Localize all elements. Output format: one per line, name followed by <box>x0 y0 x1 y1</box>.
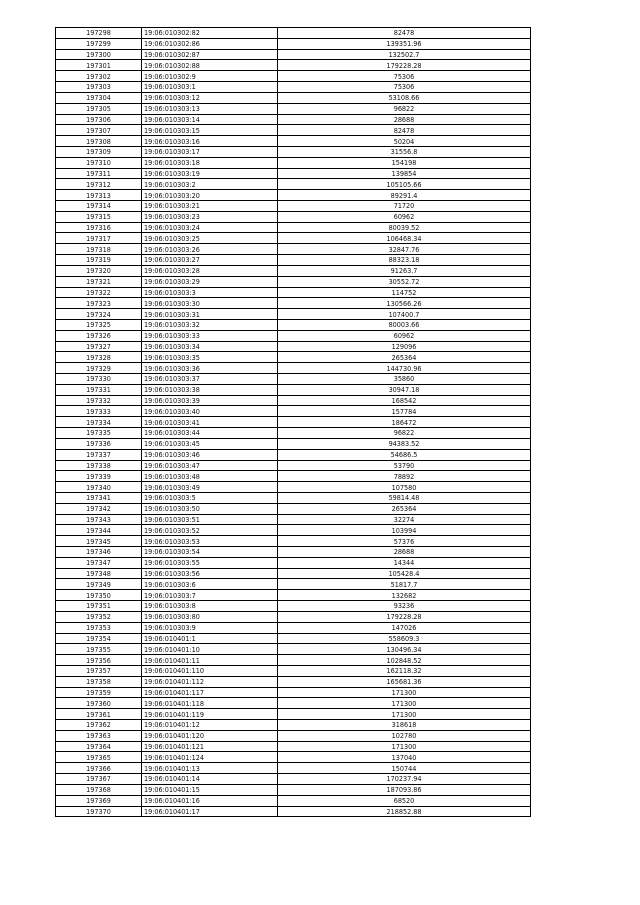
cadastral-number-cell: 19:06:010303:49 <box>142 482 278 493</box>
value-cell: 107400.7 <box>278 309 531 320</box>
value-cell: 51817.7 <box>278 579 531 590</box>
row-number-cell: 197347 <box>56 557 142 568</box>
cadastral-number-cell: 19:06:010303:80 <box>142 611 278 622</box>
table-row <box>56 428 531 439</box>
cadastral-number-cell: 19:06:010303:53 <box>142 536 278 547</box>
table-row <box>56 103 531 114</box>
row-number-cell: 197366 <box>56 763 142 774</box>
table-row <box>56 168 531 179</box>
value-cell: 28688 <box>278 114 531 125</box>
row-number-cell: 197322 <box>56 287 142 298</box>
value-cell: 147026 <box>278 622 531 633</box>
table-row <box>56 460 531 471</box>
cadastral-number-cell: 19:06:010303:28 <box>142 265 278 276</box>
table-row <box>56 525 531 536</box>
table-row <box>56 341 531 352</box>
cadastral-number-cell: 19:06:010303:37 <box>142 374 278 385</box>
table-row <box>56 676 531 687</box>
table-row <box>56 536 531 547</box>
table-row <box>56 265 531 276</box>
value-cell: 137040 <box>278 752 531 763</box>
value-cell: 171300 <box>278 698 531 709</box>
table-row <box>56 806 531 817</box>
table-row <box>56 482 531 493</box>
value-cell: 60962 <box>278 211 531 222</box>
value-cell: 80039.52 <box>278 222 531 233</box>
value-cell: 89291.4 <box>278 190 531 201</box>
row-number-cell: 197318 <box>56 244 142 255</box>
table-row <box>56 449 531 460</box>
cadastral-value-table <box>55 27 531 817</box>
row-number-cell: 197357 <box>56 665 142 676</box>
value-cell: 105428.4 <box>278 568 531 579</box>
value-cell: 14344 <box>278 557 531 568</box>
value-cell: 102848.52 <box>278 655 531 666</box>
table-row <box>56 363 531 374</box>
table-row <box>56 438 531 449</box>
cadastral-number-cell: 19:06:010303:51 <box>142 514 278 525</box>
row-number-cell: 197356 <box>56 655 142 666</box>
value-cell: 53108.66 <box>278 92 531 103</box>
row-number-cell: 197353 <box>56 622 142 633</box>
table-row <box>56 547 531 558</box>
table-row <box>56 568 531 579</box>
cadastral-number-cell: 19:06:010303:33 <box>142 330 278 341</box>
table-row <box>56 665 531 676</box>
table-row <box>56 622 531 633</box>
value-cell: 106468.34 <box>278 233 531 244</box>
table-row <box>56 557 531 568</box>
value-cell: 32847.76 <box>278 244 531 255</box>
row-number-cell: 197324 <box>56 309 142 320</box>
cadastral-number-cell: 19:06:010303:14 <box>142 114 278 125</box>
cadastral-number-cell: 19:06:010303:29 <box>142 276 278 287</box>
cadastral-number-cell: 19:06:010302:82 <box>142 28 278 39</box>
row-number-cell: 197348 <box>56 568 142 579</box>
table-row <box>56 741 531 752</box>
value-cell: 75306 <box>278 71 531 82</box>
row-number-cell: 197337 <box>56 449 142 460</box>
cadastral-number-cell: 19:06:010303:8 <box>142 601 278 612</box>
value-cell: 130566.26 <box>278 298 531 309</box>
table-row <box>56 417 531 428</box>
value-cell: 165681.36 <box>278 676 531 687</box>
row-number-cell: 197336 <box>56 438 142 449</box>
row-number-cell: 197315 <box>56 211 142 222</box>
cadastral-number-cell: 19:06:010303:54 <box>142 547 278 558</box>
row-number-cell: 197355 <box>56 644 142 655</box>
cadastral-number-cell: 19:06:010303:21 <box>142 201 278 212</box>
cadastral-number-cell: 19:06:010303:3 <box>142 287 278 298</box>
cadastral-number-cell: 19:06:010401:1 <box>142 633 278 644</box>
value-cell: 80003.66 <box>278 319 531 330</box>
table-row <box>56 298 531 309</box>
table-row <box>56 730 531 741</box>
cadastral-number-cell: 19:06:010303:1 <box>142 82 278 93</box>
value-cell: 150744 <box>278 763 531 774</box>
cadastral-number-cell: 19:06:010303:18 <box>142 157 278 168</box>
row-number-cell: 197323 <box>56 298 142 309</box>
row-number-cell: 197346 <box>56 547 142 558</box>
cadastral-number-cell: 19:06:010401:124 <box>142 752 278 763</box>
value-cell: 187093.86 <box>278 784 531 795</box>
value-cell: 265364 <box>278 352 531 363</box>
row-number-cell: 197306 <box>56 114 142 125</box>
table-row <box>56 384 531 395</box>
value-cell: 50204 <box>278 136 531 147</box>
cadastral-number-cell: 19:06:010303:13 <box>142 103 278 114</box>
row-number-cell: 197369 <box>56 795 142 806</box>
row-number-cell: 197308 <box>56 136 142 147</box>
table-row <box>56 201 531 212</box>
table-row <box>56 471 531 482</box>
row-number-cell: 197325 <box>56 319 142 330</box>
value-cell: 171300 <box>278 687 531 698</box>
table-row <box>56 319 531 330</box>
cadastral-number-cell: 19:06:010303:31 <box>142 309 278 320</box>
row-number-cell: 197319 <box>56 255 142 266</box>
cadastral-number-cell: 19:06:010401:118 <box>142 698 278 709</box>
value-cell: 60962 <box>278 330 531 341</box>
row-number-cell: 197316 <box>56 222 142 233</box>
value-cell: 179228.28 <box>278 611 531 622</box>
table-row <box>56 222 531 233</box>
table-body <box>56 28 531 817</box>
table-row <box>56 114 531 125</box>
cadastral-number-cell: 19:06:010401:14 <box>142 774 278 785</box>
value-cell: 30552.72 <box>278 276 531 287</box>
row-number-cell: 197335 <box>56 428 142 439</box>
table-row <box>56 244 531 255</box>
cadastral-number-cell: 19:06:010401:110 <box>142 665 278 676</box>
cadastral-number-cell: 19:06:010303:23 <box>142 211 278 222</box>
row-number-cell: 197359 <box>56 687 142 698</box>
cadastral-number-cell: 19:06:010303:35 <box>142 352 278 363</box>
value-cell: 102780 <box>278 730 531 741</box>
cadastral-number-cell: 19:06:010303:27 <box>142 255 278 266</box>
cadastral-number-cell: 19:06:010401:15 <box>142 784 278 795</box>
row-number-cell: 197300 <box>56 49 142 60</box>
table-row <box>56 352 531 363</box>
cadastral-number-cell: 19:06:010303:34 <box>142 341 278 352</box>
row-number-cell: 197328 <box>56 352 142 363</box>
value-cell: 129096 <box>278 341 531 352</box>
table-row <box>56 774 531 785</box>
row-number-cell: 197326 <box>56 330 142 341</box>
cadastral-number-cell: 19:06:010303:45 <box>142 438 278 449</box>
row-number-cell: 197362 <box>56 720 142 731</box>
table-row <box>56 752 531 763</box>
row-number-cell: 197303 <box>56 82 142 93</box>
cadastral-number-cell: 19:06:010303:44 <box>142 428 278 439</box>
value-cell: 53790 <box>278 460 531 471</box>
value-cell: 265364 <box>278 503 531 514</box>
value-cell: 31556.8 <box>278 146 531 157</box>
table-row <box>56 157 531 168</box>
row-number-cell: 197309 <box>56 146 142 157</box>
table-row <box>56 60 531 71</box>
cadastral-number-cell: 19:06:010303:2 <box>142 179 278 190</box>
cadastral-number-cell: 19:06:010401:17 <box>142 806 278 817</box>
value-cell: 130496.34 <box>278 644 531 655</box>
value-cell: 139351.96 <box>278 38 531 49</box>
row-number-cell: 197354 <box>56 633 142 644</box>
row-number-cell: 197349 <box>56 579 142 590</box>
cadastral-number-cell: 19:06:010302:86 <box>142 38 278 49</box>
table-row <box>56 38 531 49</box>
cadastral-number-cell: 19:06:010303:40 <box>142 406 278 417</box>
cadastral-number-cell: 19:06:010303:26 <box>142 244 278 255</box>
row-number-cell: 197352 <box>56 611 142 622</box>
value-cell: 30947.18 <box>278 384 531 395</box>
table-row <box>56 633 531 644</box>
cadastral-number-cell: 19:06:010401:16 <box>142 795 278 806</box>
value-cell: 94383.52 <box>278 438 531 449</box>
table-row <box>56 698 531 709</box>
cadastral-number-cell: 19:06:010303:41 <box>142 417 278 428</box>
row-number-cell: 197361 <box>56 709 142 720</box>
value-cell: 144730.96 <box>278 363 531 374</box>
cadastral-number-cell: 19:06:010303:12 <box>142 92 278 103</box>
row-number-cell: 197364 <box>56 741 142 752</box>
row-number-cell: 197329 <box>56 363 142 374</box>
table-row <box>56 136 531 147</box>
row-number-cell: 197312 <box>56 179 142 190</box>
table-row <box>56 492 531 503</box>
row-number-cell: 197313 <box>56 190 142 201</box>
row-number-cell: 197327 <box>56 341 142 352</box>
cadastral-number-cell: 19:06:010401:13 <box>142 763 278 774</box>
cadastral-number-cell: 19:06:010303:50 <box>142 503 278 514</box>
value-cell: 179228.28 <box>278 60 531 71</box>
row-number-cell: 197345 <box>56 536 142 547</box>
row-number-cell: 197301 <box>56 60 142 71</box>
table-row <box>56 720 531 731</box>
value-cell: 78892 <box>278 471 531 482</box>
table-row <box>56 146 531 157</box>
row-number-cell: 197350 <box>56 590 142 601</box>
row-number-cell: 197341 <box>56 492 142 503</box>
cadastral-number-cell: 19:06:010303:5 <box>142 492 278 503</box>
value-cell: 32274 <box>278 514 531 525</box>
cadastral-number-cell: 19:06:010401:117 <box>142 687 278 698</box>
row-number-cell: 197351 <box>56 601 142 612</box>
row-number-cell: 197338 <box>56 460 142 471</box>
cadastral-number-cell: 19:06:010401:112 <box>142 676 278 687</box>
value-cell: 68520 <box>278 795 531 806</box>
value-cell: 170237.94 <box>278 774 531 785</box>
value-cell: 82478 <box>278 125 531 136</box>
table-row <box>56 763 531 774</box>
row-number-cell: 197314 <box>56 201 142 212</box>
cadastral-number-cell: 19:06:010303:17 <box>142 146 278 157</box>
table-row <box>56 709 531 720</box>
value-cell: 57376 <box>278 536 531 547</box>
cadastral-number-cell: 19:06:010303:39 <box>142 395 278 406</box>
table-row <box>56 601 531 612</box>
value-cell: 558609.3 <box>278 633 531 644</box>
table-row <box>56 28 531 39</box>
table-row <box>56 330 531 341</box>
row-number-cell: 197307 <box>56 125 142 136</box>
table-row <box>56 233 531 244</box>
row-number-cell: 197302 <box>56 71 142 82</box>
table-row <box>56 179 531 190</box>
cadastral-number-cell: 19:06:010303:6 <box>142 579 278 590</box>
row-number-cell: 197317 <box>56 233 142 244</box>
cadastral-number-cell: 19:06:010303:30 <box>142 298 278 309</box>
row-number-cell: 197368 <box>56 784 142 795</box>
row-number-cell: 197304 <box>56 92 142 103</box>
cadastral-number-cell: 19:06:010303:38 <box>142 384 278 395</box>
row-number-cell: 197343 <box>56 514 142 525</box>
cadastral-number-cell: 19:06:010401:10 <box>142 644 278 655</box>
value-cell: 132682 <box>278 590 531 601</box>
value-cell: 93236 <box>278 601 531 612</box>
cadastral-number-cell: 19:06:010303:7 <box>142 590 278 601</box>
value-cell: 105105.66 <box>278 179 531 190</box>
table-row <box>56 309 531 320</box>
cadastral-number-cell: 19:06:010303:19 <box>142 168 278 179</box>
table-row <box>56 125 531 136</box>
cadastral-number-cell: 19:06:010401:119 <box>142 709 278 720</box>
row-number-cell: 197331 <box>56 384 142 395</box>
cadastral-number-cell: 19:06:010303:20 <box>142 190 278 201</box>
table-row <box>56 503 531 514</box>
cadastral-number-cell: 19:06:010303:25 <box>142 233 278 244</box>
cadastral-number-cell: 19:06:010303:15 <box>142 125 278 136</box>
row-number-cell: 197342 <box>56 503 142 514</box>
table-row <box>56 92 531 103</box>
value-cell: 132502.7 <box>278 49 531 60</box>
value-cell: 96822 <box>278 103 531 114</box>
value-cell: 139854 <box>278 168 531 179</box>
row-number-cell: 197333 <box>56 406 142 417</box>
row-number-cell: 197339 <box>56 471 142 482</box>
value-cell: 71720 <box>278 201 531 212</box>
cadastral-number-cell: 19:06:010302:9 <box>142 71 278 82</box>
cadastral-number-cell: 19:06:010303:16 <box>142 136 278 147</box>
value-cell: 168542 <box>278 395 531 406</box>
row-number-cell: 197332 <box>56 395 142 406</box>
value-cell: 59814.48 <box>278 492 531 503</box>
cadastral-number-cell: 19:06:010303:32 <box>142 319 278 330</box>
table-row <box>56 644 531 655</box>
cadastral-number-cell: 19:06:010401:120 <box>142 730 278 741</box>
cadastral-number-cell: 19:06:010401:11 <box>142 655 278 666</box>
row-number-cell: 197367 <box>56 774 142 785</box>
table-row <box>56 795 531 806</box>
cadastral-number-cell: 19:06:010401:12 <box>142 720 278 731</box>
value-cell: 88323.18 <box>278 255 531 266</box>
value-cell: 171300 <box>278 709 531 720</box>
value-cell: 162118.32 <box>278 665 531 676</box>
row-number-cell: 197370 <box>56 806 142 817</box>
table-row <box>56 406 531 417</box>
row-number-cell: 197360 <box>56 698 142 709</box>
table-row <box>56 71 531 82</box>
table-row <box>56 276 531 287</box>
cadastral-number-cell: 19:06:010303:52 <box>142 525 278 536</box>
table-row <box>56 49 531 60</box>
row-number-cell: 197320 <box>56 265 142 276</box>
row-number-cell: 197298 <box>56 28 142 39</box>
value-cell: 103994 <box>278 525 531 536</box>
row-number-cell: 197365 <box>56 752 142 763</box>
cadastral-number-cell: 19:06:010303:46 <box>142 449 278 460</box>
value-cell: 91263.7 <box>278 265 531 276</box>
cadastral-number-cell: 19:06:010302:88 <box>142 60 278 71</box>
cadastral-number-cell: 19:06:010303:56 <box>142 568 278 579</box>
value-cell: 318618 <box>278 720 531 731</box>
row-number-cell: 197334 <box>56 417 142 428</box>
row-number-cell: 197321 <box>56 276 142 287</box>
cadastral-number-cell: 19:06:010303:47 <box>142 460 278 471</box>
row-number-cell: 197310 <box>56 157 142 168</box>
row-number-cell: 197330 <box>56 374 142 385</box>
cadastral-number-cell: 19:06:010303:36 <box>142 363 278 374</box>
value-cell: 171300 <box>278 741 531 752</box>
table-row <box>56 687 531 698</box>
cadastral-number-cell: 19:06:010303:55 <box>142 557 278 568</box>
row-number-cell: 197299 <box>56 38 142 49</box>
row-number-cell: 197344 <box>56 525 142 536</box>
cadastral-number-cell: 19:06:010401:121 <box>142 741 278 752</box>
value-cell: 75306 <box>278 82 531 93</box>
value-cell: 82478 <box>278 28 531 39</box>
table-row <box>56 287 531 298</box>
table-row <box>56 514 531 525</box>
cadastral-number-cell: 19:06:010303:9 <box>142 622 278 633</box>
table-row <box>56 395 531 406</box>
table-row <box>56 655 531 666</box>
value-cell: 28688 <box>278 547 531 558</box>
value-cell: 154198 <box>278 157 531 168</box>
row-number-cell: 197311 <box>56 168 142 179</box>
value-cell: 35860 <box>278 374 531 385</box>
cadastral-number-cell: 19:06:010302:87 <box>142 49 278 60</box>
table-row <box>56 82 531 93</box>
table-row <box>56 590 531 601</box>
table-row <box>56 374 531 385</box>
table-row <box>56 211 531 222</box>
table-row <box>56 255 531 266</box>
value-cell: 114752 <box>278 287 531 298</box>
table-row <box>56 190 531 201</box>
table-row <box>56 611 531 622</box>
value-cell: 218852.88 <box>278 806 531 817</box>
value-cell: 107580 <box>278 482 531 493</box>
cadastral-number-cell: 19:06:010303:48 <box>142 471 278 482</box>
value-cell: 96822 <box>278 428 531 439</box>
row-number-cell: 197305 <box>56 103 142 114</box>
row-number-cell: 197340 <box>56 482 142 493</box>
cadastral-number-cell: 19:06:010303:24 <box>142 222 278 233</box>
row-number-cell: 197358 <box>56 676 142 687</box>
row-number-cell: 197363 <box>56 730 142 741</box>
value-cell: 186472 <box>278 417 531 428</box>
value-cell: 54686.5 <box>278 449 531 460</box>
table-row <box>56 579 531 590</box>
table-row <box>56 784 531 795</box>
value-cell: 157784 <box>278 406 531 417</box>
